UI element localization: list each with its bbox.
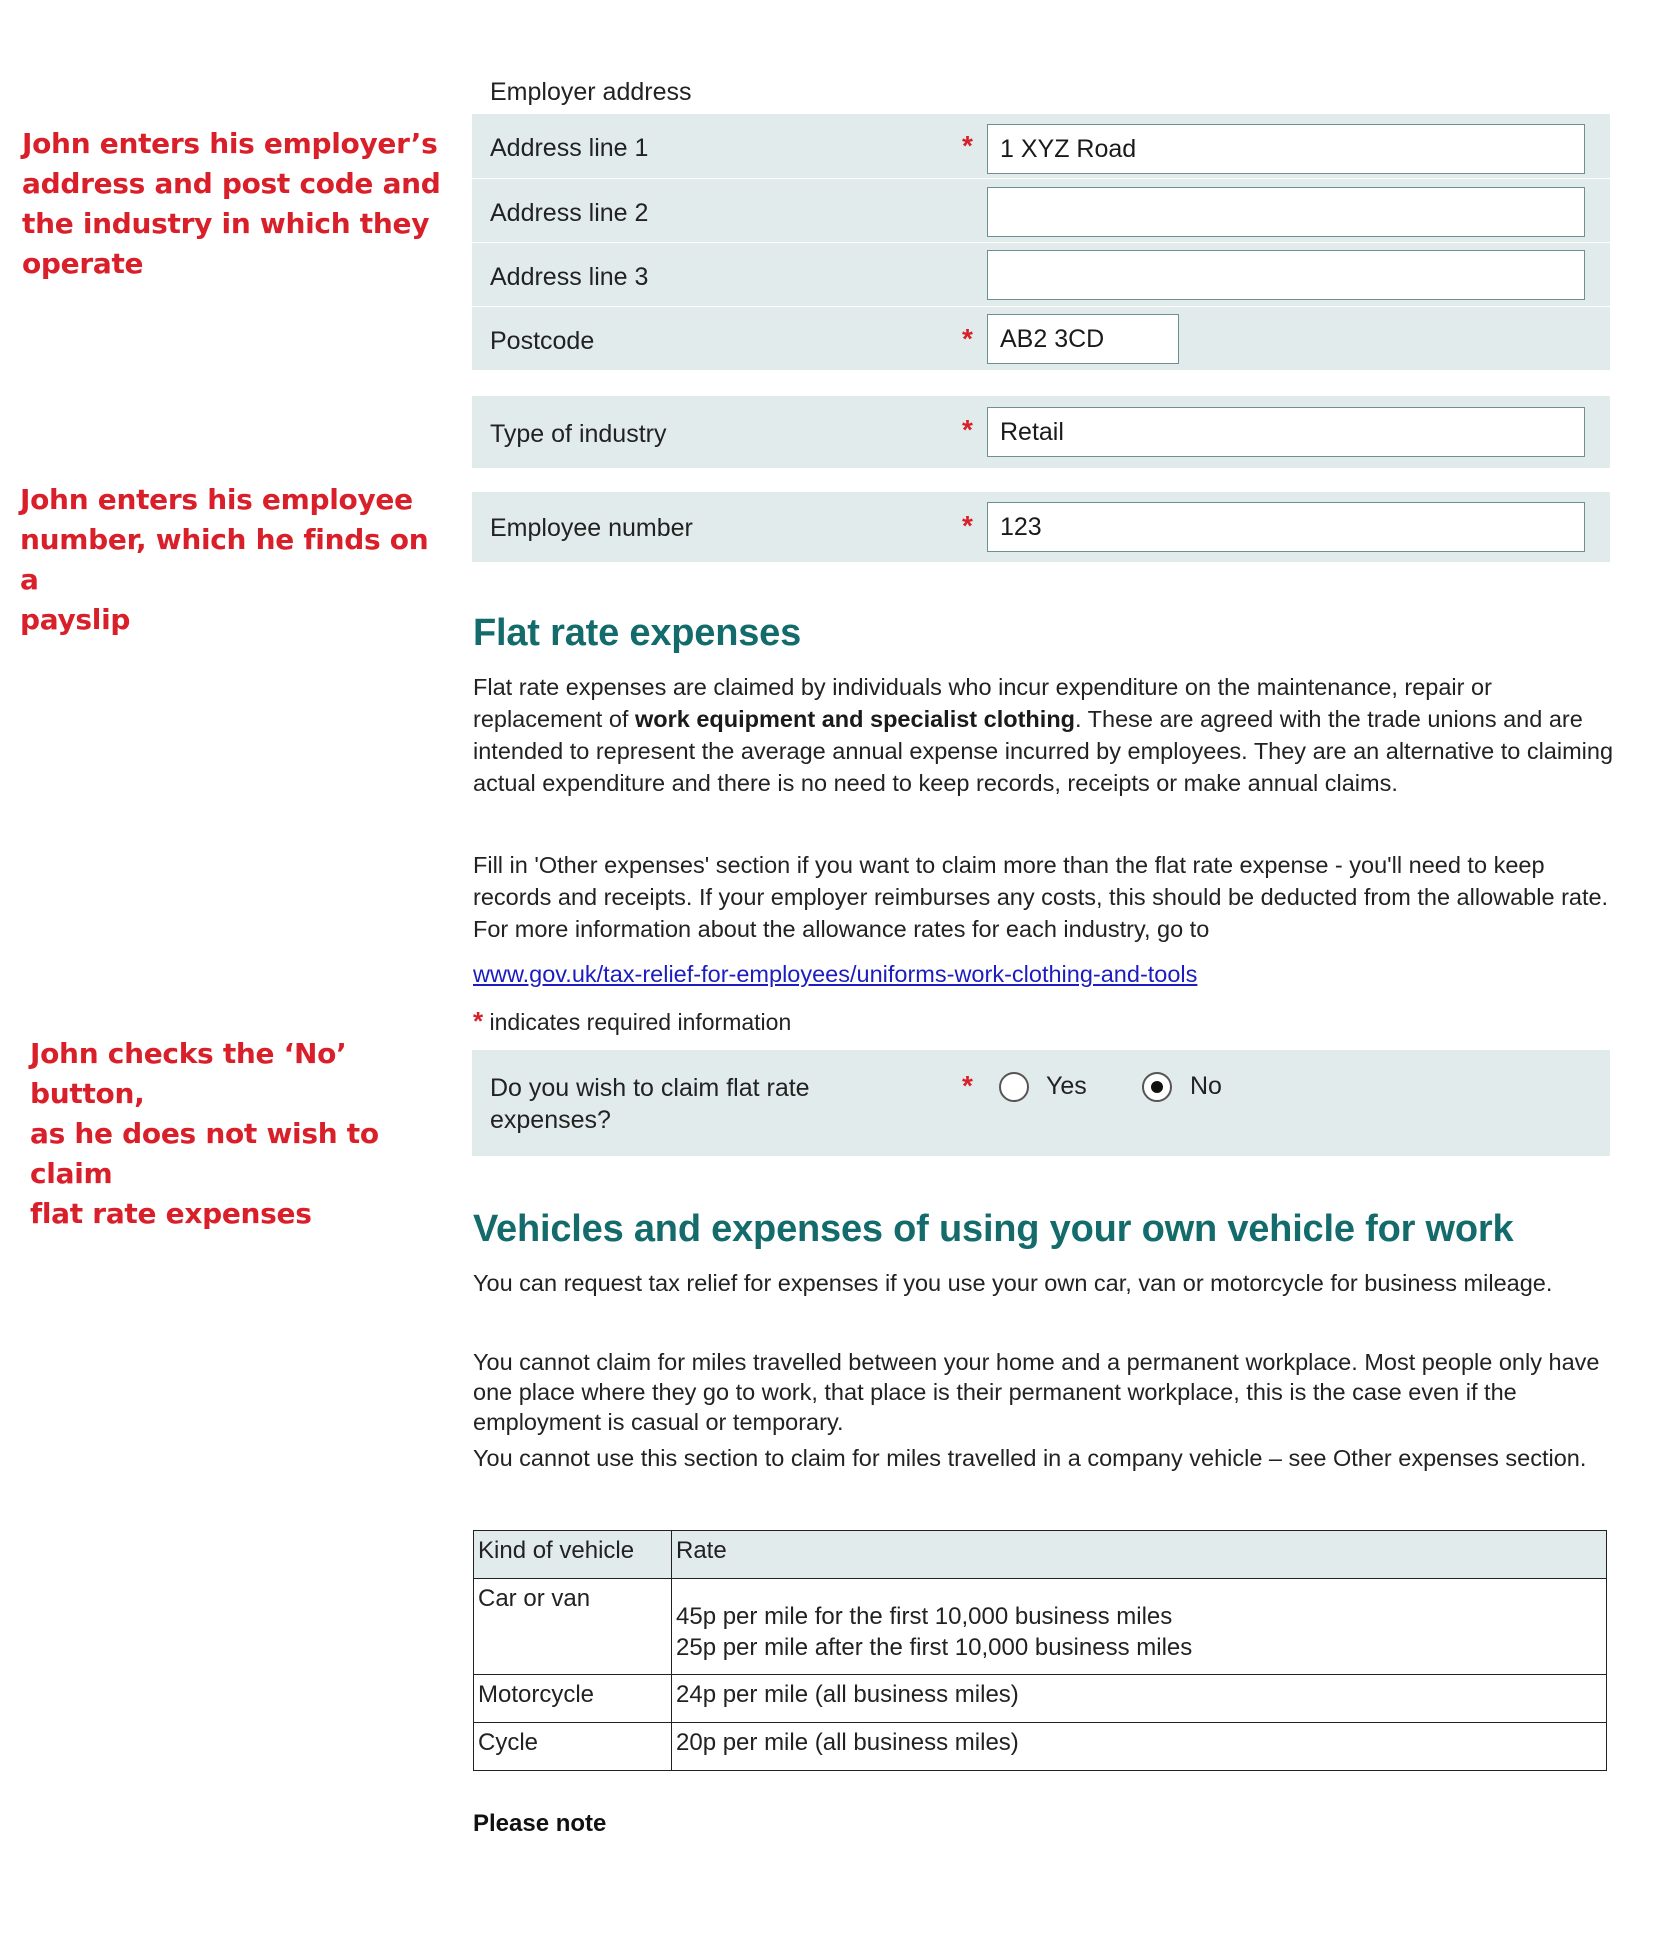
table-row [474,1723,1607,1771]
required-note-text: indicates required information [489,1009,792,1035]
table-header-rate: Rate [672,1531,1607,1579]
address-line-2-input[interactable] [987,187,1585,237]
required-marker: * [962,414,973,445]
industry-input[interactable]: Retail [987,407,1585,457]
postcode-row [472,306,1610,370]
address-line-2-label: Address line 2 [490,199,649,227]
required-marker: * [962,323,973,354]
flat-rate-para1-bold: work equipment and specialist clothing [634,706,1076,732]
address-line-1-label: Address line 1 [490,134,649,162]
table-header-kind: Kind of vehicle [474,1531,672,1579]
annotation-employee-number: John enters his employee number, which he finds on a payslip [20,483,429,636]
industry-panel [472,396,1610,468]
employer-address-heading: Employer address [490,78,692,106]
employer-address-panel [472,114,1610,370]
table-row [474,1579,1607,1675]
flat-rate-paragraph-1 [473,671,1623,799]
vehicles-paragraph-2: You cannot claim for miles travelled between your home and a permanent workplace. Most people only have one place where they go to work, that place is their permanent workplace, this is the case even if the employment is casual or temporary. [473,1349,1600,1435]
table-cell-rate: 20p per mile (all business miles) [672,1723,1607,1771]
radio-yes[interactable] [999,1072,1029,1102]
employee-number-label: Employee number [490,514,693,542]
postcode-label: Postcode [490,327,595,355]
rate-line-1: 45p per mile for the first 10,000 business miles [676,1603,1173,1630]
table-cell-kind: Cycle [474,1723,672,1771]
required-marker: * [962,130,973,161]
vehicles-heading: Vehicles and expenses of using your own vehicle for work [473,1208,1514,1250]
vehicle-rates-table [473,1530,1607,1771]
table-header-row [474,1531,1607,1579]
radio-no[interactable] [1142,1072,1172,1102]
flat-rate-question: Do you wish to claim flat rate expenses? [490,1074,810,1134]
table-cell-rate [672,1579,1607,1675]
radio-yes-label: Yes [1046,1072,1087,1100]
required-note [473,1006,791,1037]
required-marker: * [473,1006,484,1036]
required-marker: * [962,1070,973,1101]
allowance-rates-link[interactable]: www.gov.uk/tax-relief-for-employees/uniforms-work-clothing-and-tools [473,961,1198,987]
vehicles-paragraph-1: You can request tax relief for expenses if you use your own car, van or motorcycle for business mileage. [473,1270,1553,1296]
radio-no-label: No [1190,1072,1222,1100]
flat-rate-para1-pre: Flat rate expenses are claimed by individuals who incur expenditure on the maintenance, repair or replacement of [473,674,1492,732]
address-line-1-input[interactable]: 1 XYZ Road [987,124,1585,174]
employee-number-input[interactable]: 123 [987,502,1585,552]
required-marker: * [962,510,973,541]
flat-rate-para1-post: . These are agreed with the trade unions and are intended to represent the average annual expense incurred by employees. They are an alternative to claiming actual expenditure and there is no need to keep records, receipts or make annual claims. [473,706,1614,796]
industry-label: Type of industry [490,420,667,448]
address-line-1-row [472,114,1610,178]
table-row [474,1675,1607,1723]
please-note-heading: Please note [473,1810,607,1837]
employee-number-panel [472,492,1610,562]
address-line-3-label: Address line 3 [490,263,649,291]
postcode-input[interactable]: AB2 3CD [987,314,1179,364]
table-cell-kind: Car or van [474,1579,672,1675]
annotation-radio-no: John checks the ‘No’ button, as he does not wish to claim flat rate expenses [30,1037,379,1230]
flat-rate-paragraph-2: Fill in 'Other expenses' section if you want to claim more than the flat rate expense - you'll need to keep records and receipts. If your employer reimburses any costs, this should be deducted from the allowable rate. For more information about the allowance rates for each industry, go to [473,852,1609,942]
table-cell-kind: Motorcycle [474,1675,672,1723]
flat-rate-question-panel [472,1050,1610,1156]
address-line-3-input[interactable] [987,250,1585,300]
table-cell-rate: 24p per mile (all business miles) [672,1675,1607,1723]
rate-line-2: 25p per mile after the first 10,000 business miles [676,1634,1193,1661]
address-line-2-row [472,178,1610,242]
address-line-3-row [472,242,1610,306]
vehicles-paragraph-3: You cannot use this section to claim for miles travelled in a company vehicle – see Other expenses section. [473,1445,1587,1471]
flat-rate-heading: Flat rate expenses [473,612,802,654]
annotation-employer-address: John enters his employer’s address and post code and the industry in which they operate [22,127,441,280]
